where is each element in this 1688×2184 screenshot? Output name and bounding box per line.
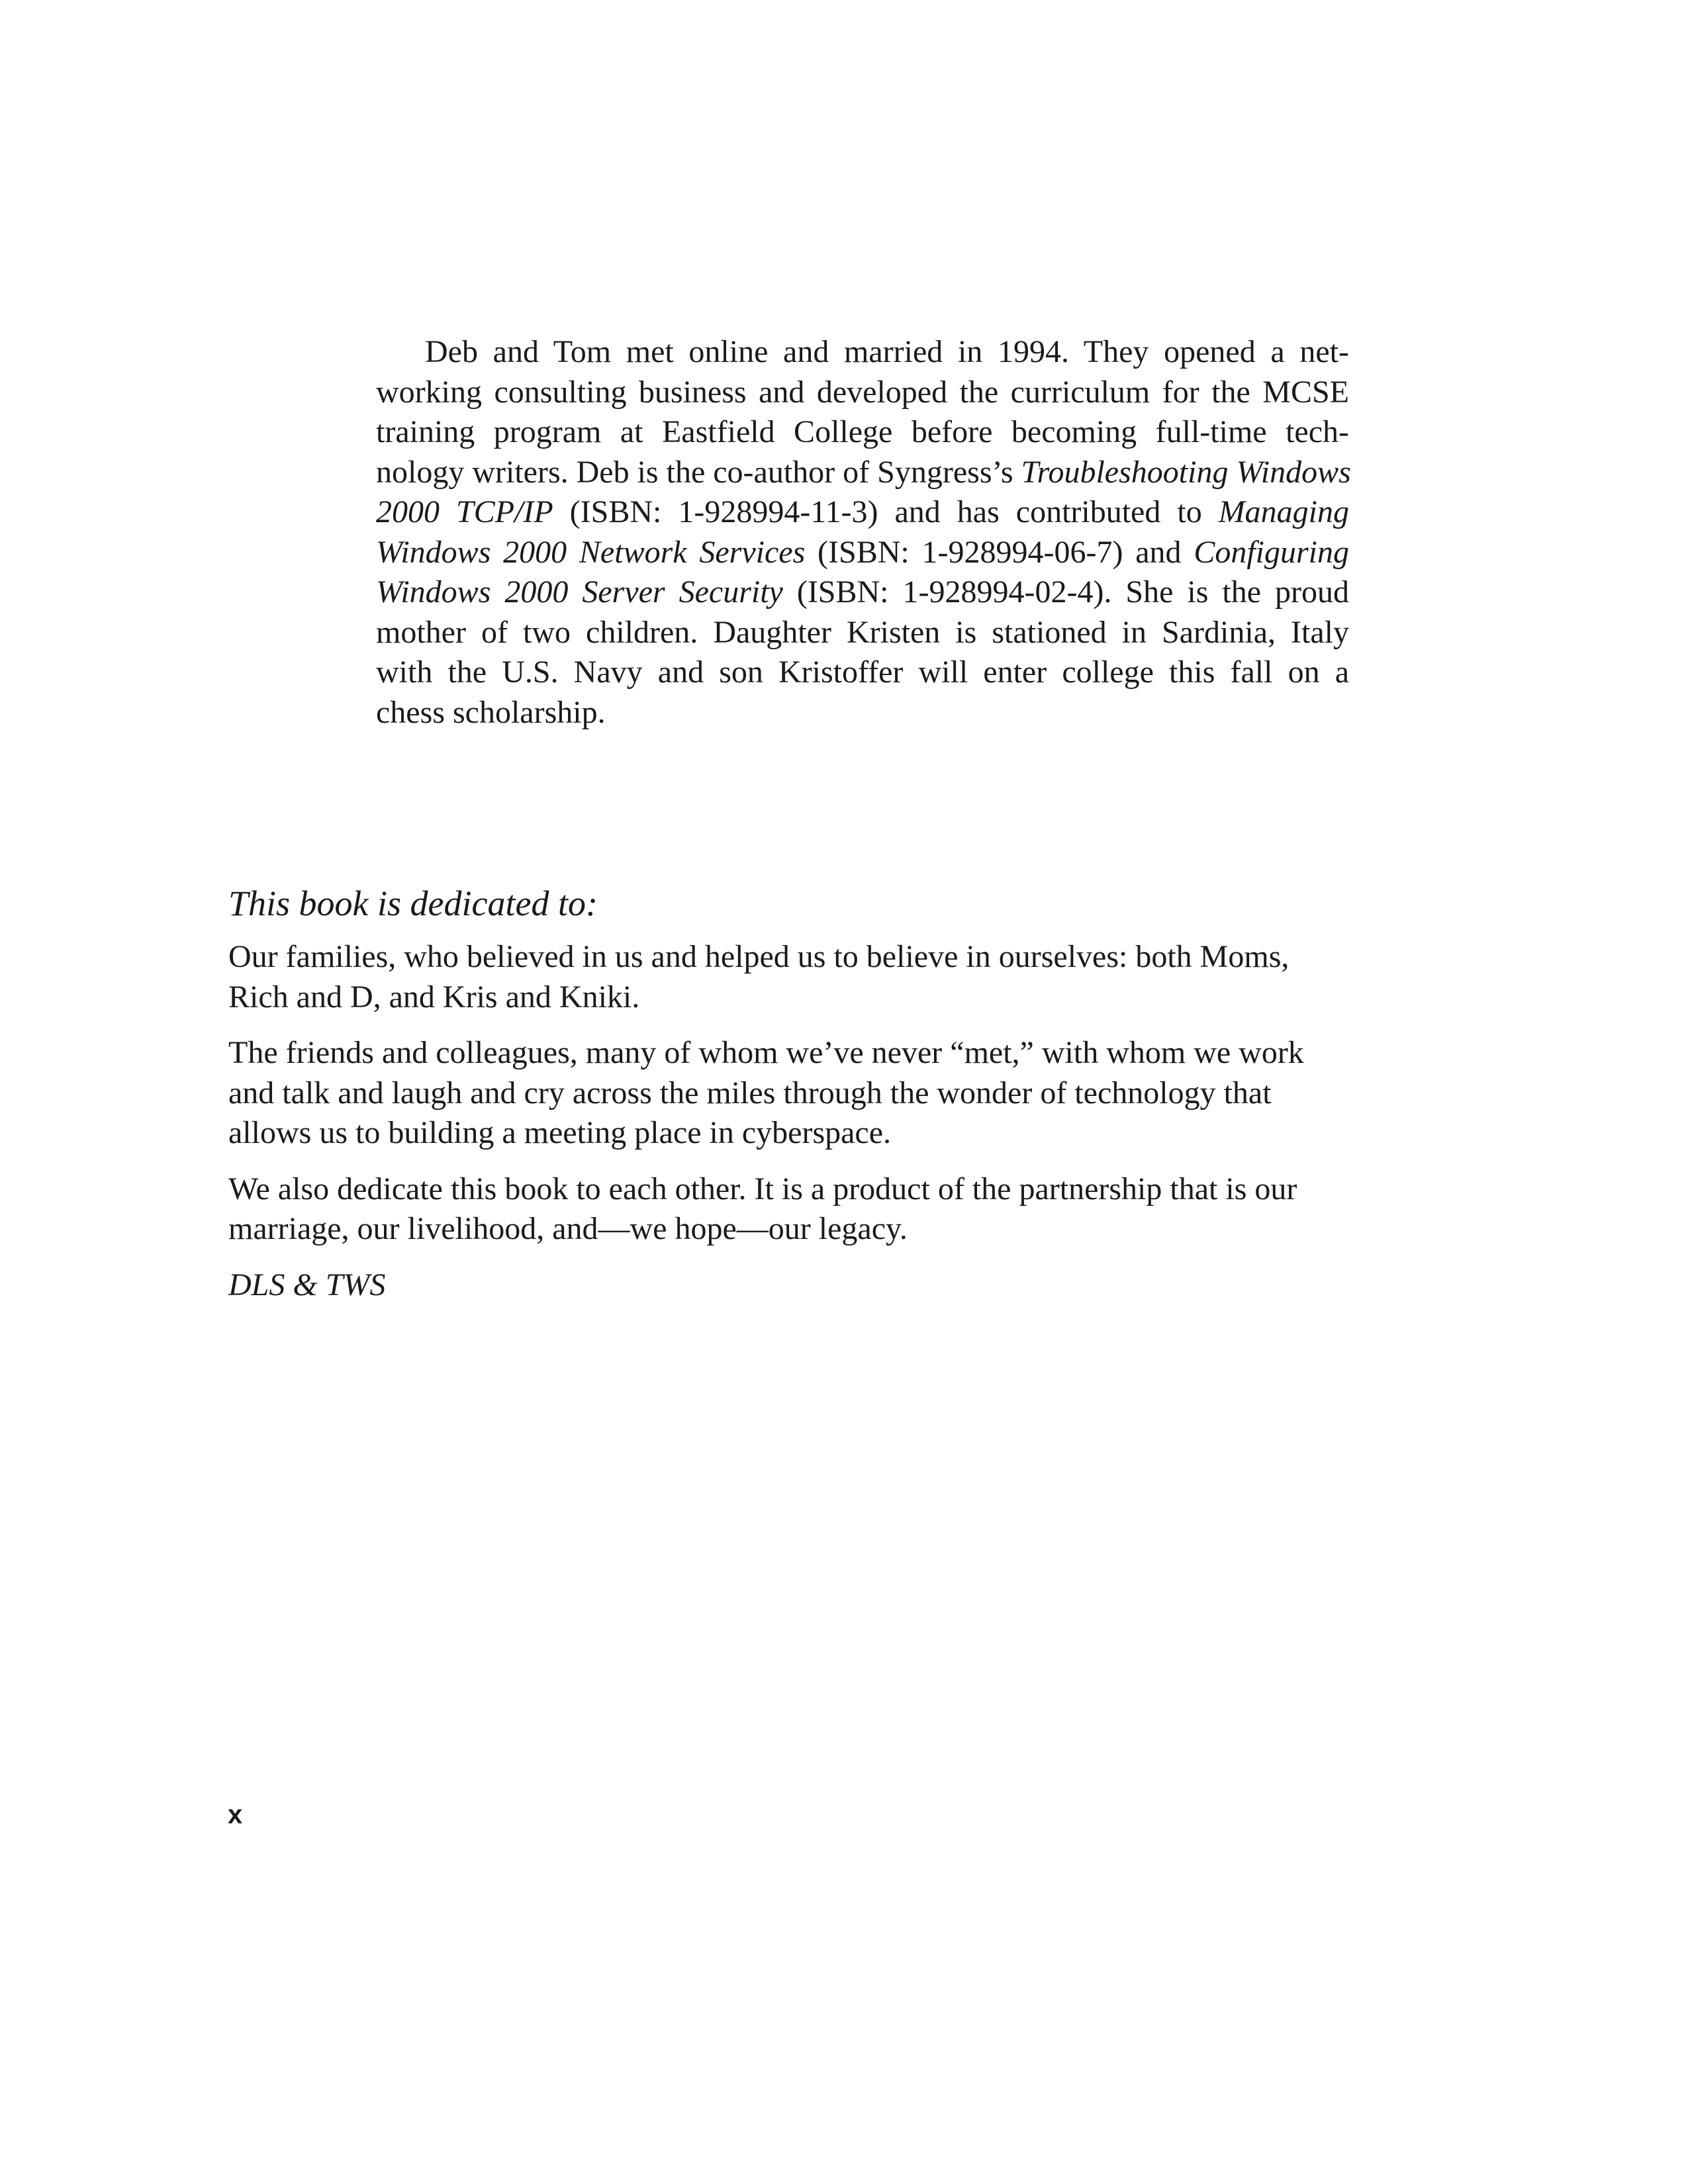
- author-bio-paragraph: [376, 332, 1349, 733]
- bio-text: (ISBN: 1-928994-11-3) and has contributed to: [553, 494, 1219, 529]
- book-title-italic: Troubleshooting Windows: [1021, 454, 1351, 490]
- dedication-line: Rich and D, and Kris and Kniki.: [228, 979, 640, 1015]
- bio-line: with the U.S. Navy and son Kristoffer will enter college this fall on a: [376, 655, 1349, 690]
- dedication-signature: DLS & TWS: [228, 1267, 386, 1302]
- bio-text: (ISBN: 1-928994-06-7) and: [805, 534, 1194, 570]
- bio-line: Deb and Tom met online and married in 1994. They opened a net-: [425, 334, 1349, 369]
- book-title-italic: Windows 2000 Server Security: [376, 574, 783, 610]
- dedication-paragraph-each-other: [228, 1169, 1360, 1250]
- dedication-line: and talk and laugh and cry across the miles through the wonder of technology that: [228, 1075, 1272, 1111]
- bio-line: [376, 533, 1349, 573]
- dedication-line: The friends and colleagues, many of whom we’ve never “met,” with whom we work: [228, 1035, 1304, 1070]
- dedication-heading: This book is dedicated to:: [228, 884, 598, 923]
- dedication-line: We also dedicate this book to each other. It is a product of the partnership that is our: [228, 1171, 1297, 1206]
- dedication-line: Our families, who believed in us and helped us to believe in ourselves: both Moms,: [228, 939, 1289, 974]
- bio-line: mother of two children. Daughter Kristen is stationed in Sardinia, Italy: [376, 614, 1349, 650]
- dedication-paragraph-families: [228, 937, 1360, 1017]
- page-number: x: [228, 1800, 243, 1829]
- book-title-italic: Configuring: [1194, 534, 1350, 570]
- bio-line: [376, 572, 1349, 613]
- bio-line: chess scholarship.: [376, 694, 606, 730]
- book-title-italic: Managing: [1218, 494, 1350, 529]
- bio-text: nology writers. Deb is the co-author of Syngress’s: [376, 454, 1021, 490]
- dedication-section: [228, 880, 1360, 1305]
- book-title-italic: Windows 2000 Network Services: [376, 534, 806, 570]
- dedication-line: allows us to building a meeting place in cyberspace.: [228, 1115, 892, 1150]
- dedication-paragraph-friends: [228, 1033, 1360, 1154]
- bio-text: (ISBN: 1-928994-02-4). She is the proud: [782, 574, 1350, 610]
- book-title-italic: 2000 TCP/IP: [376, 494, 553, 529]
- bio-line: [376, 453, 1349, 493]
- bio-line: working consulting business and developed the curriculum for the MCSE: [376, 374, 1349, 410]
- dedication-line: marriage, our livelihood, and—we hope—our legacy.: [228, 1211, 908, 1246]
- bio-line: training program at Eastfield College before becoming full-time tech-: [376, 414, 1349, 449]
- bio-line: [376, 492, 1349, 533]
